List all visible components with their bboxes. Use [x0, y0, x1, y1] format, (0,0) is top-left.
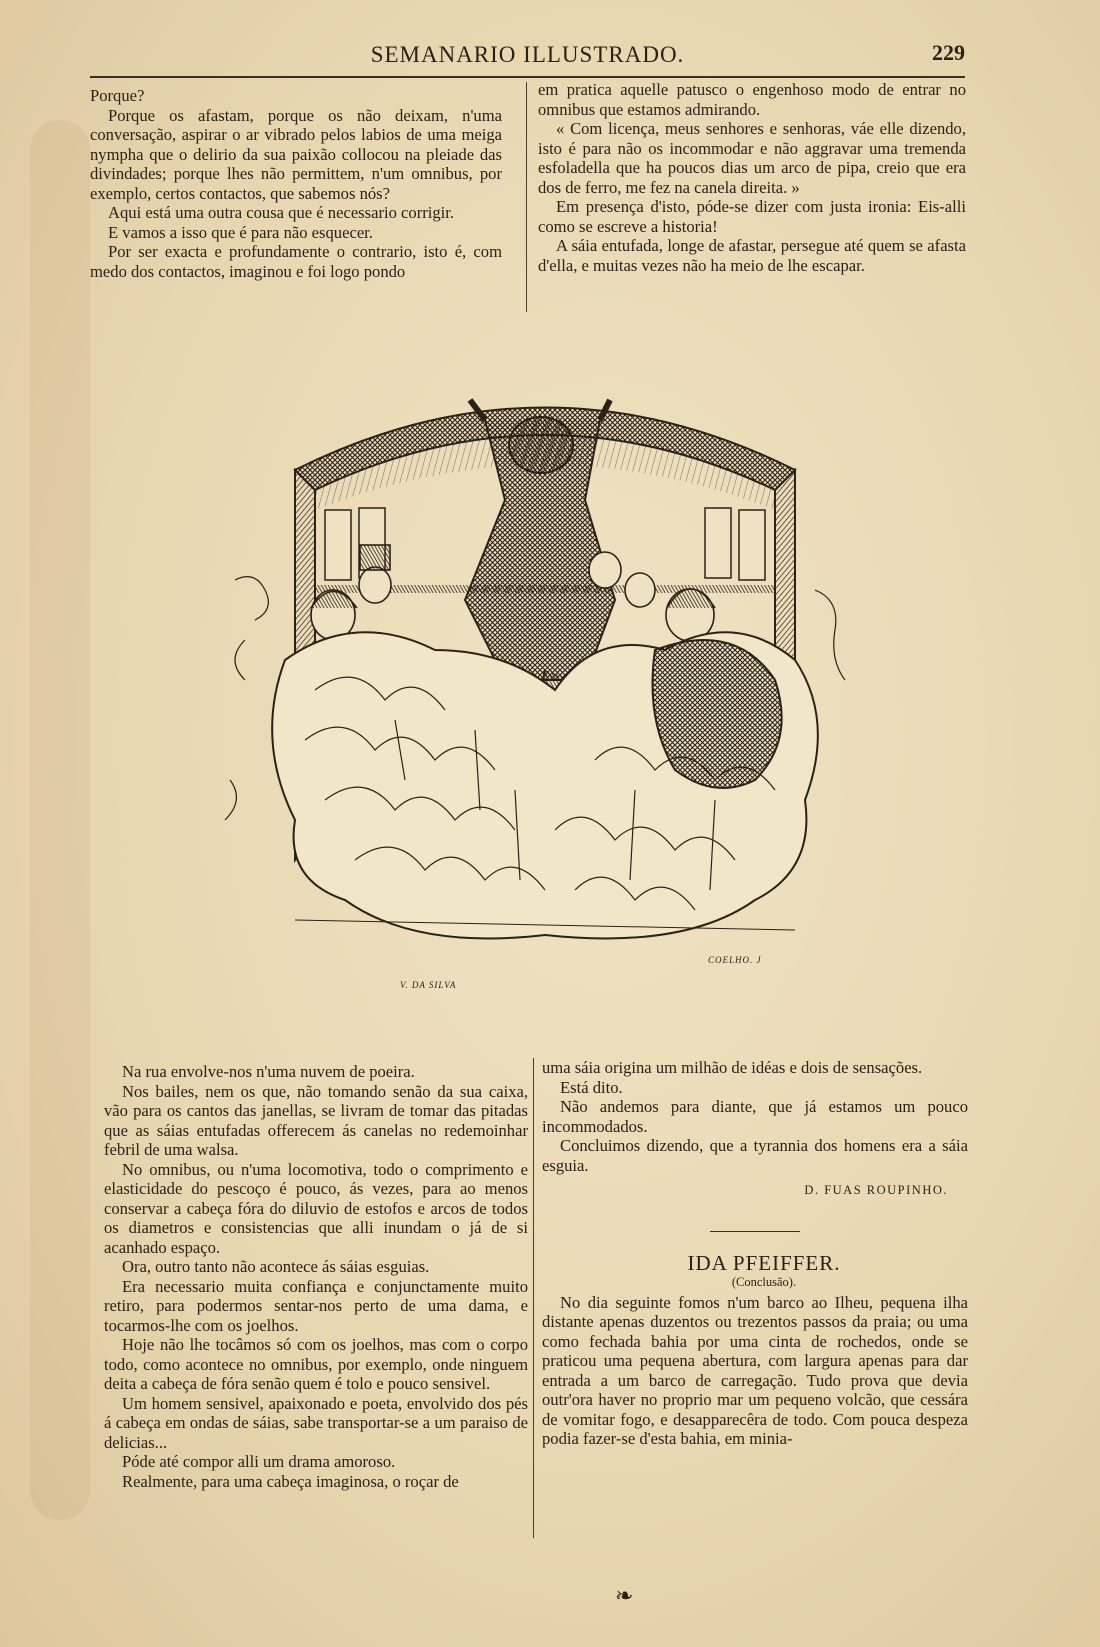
page-number: 229	[932, 40, 965, 65]
author-signature: D. FUAS ROUPINHO.	[804, 1183, 948, 1197]
paragraph: Porque os afastam, porque os não deixam, n'uma conversação, aspirar o ar vibrado pelos labios de uma meiga nympha que o delirio da sua paixão collocou na pleiade das divindades; porque lhes não permittem, n'um omnibus, por exemplo, certos contactos, que sabemos nós?	[90, 105, 502, 203]
paragraph: Ora, outro tanto não acontece ás sáias esguias.	[122, 1257, 430, 1276]
paragraph: A sáia entufada, longe de afastar, persegue até quem se afasta d'ella, e muitas vezes não ha meio de lhe escapar.	[538, 236, 966, 275]
paragraph: Por ser exacta e profundamente o contrario, isto é, com medo dos contactos, imaginou e foi logo pondo	[90, 242, 502, 281]
column-divider	[533, 1058, 534, 1538]
paragraph: Está dito.	[560, 1077, 623, 1097]
paragraph: Não andemos para diante, que já estamos um pouco incommodados.	[542, 1097, 968, 1136]
paragraph: E vamos a isso que é para não esquecer.	[108, 222, 373, 242]
section-divider	[710, 1231, 800, 1232]
paragraph: Um homem sensivel, apaixonado e poeta, envolvido dos pés á cabeça em ondas de sáias, sabe transportar-se a um paraiso de delicias...	[104, 1393, 528, 1452]
paragraph: No omnibus, ou n'uma locomotiva, todo o comprimento e elasticidade do pescoço é pouco, ás vezes, para ao menos conservar a cabeça fóra do diluvio de estofos e arcos de todos os diametros e consistencias que alli inundam o já de si acanhado espaço.	[104, 1159, 528, 1257]
paragraph: Porque?	[90, 86, 145, 105]
paragraph: « Com licença, meus senhores e senhoras, váe elle dizendo, isto é para não os incommodar e não aggravar uma tremenda esfoladella que ha poucos dias um arco de pipa, creio que era dos de ferro, me fez na canela direita. »	[538, 119, 966, 197]
top-left-column	[90, 86, 502, 281]
paper-edge-shading	[30, 120, 90, 1520]
paragraph: Hoje não lhe tocâmos só com os joelhos, mas com o corpo todo, como acontece no omnibus, por exemplo, onde ninguem deita a cabeça de fóra senão quem é tolo e pouco sensivel.	[104, 1335, 528, 1393]
paragraph: uma sáia origina um milhão de idéas e dois de sensações.	[542, 1058, 923, 1077]
paragraph: Na rua envolve-nos n'uma nuvem de poeira.	[122, 1062, 415, 1081]
paragraph: Póde até compor alli um drama amoroso.	[122, 1452, 396, 1471]
section-title: IDA PFEIFFER.	[687, 1250, 841, 1275]
masthead: SEMANARIO ILLUSTRADO.	[370, 42, 685, 67]
paragraph: Realmente, para uma cabeça imaginosa, o roçar de	[122, 1471, 459, 1491]
bottom-left-column	[104, 1062, 528, 1491]
top-right-column	[538, 80, 966, 275]
paragraph: Aqui está uma outra cousa que é necessario corrigir.	[108, 203, 455, 222]
paragraph: Era necessario muita confiança e conjunctamente muito retiro, para podermos sentar-nos perto de uma dama, e tocarmos-lhe com os joelhos.	[104, 1276, 528, 1335]
column-divider	[526, 82, 527, 312]
page-header	[90, 36, 965, 78]
engraver-signature-right: COELHO. J	[708, 955, 762, 965]
engraving-omnibus-illustration	[215, 360, 875, 980]
paragraph: Em presença d'isto, póde-se dizer com justa ironia: Eis-alli como se escreve a historia!	[538, 197, 966, 236]
paragraph: em pratica aquelle patusco o engenhoso modo de entrar no omnibus que estamos admirando.	[538, 80, 966, 119]
footer-ornament-icon: ❧	[615, 1584, 634, 1609]
bottom-right-column	[542, 1058, 968, 1449]
section-subtitle: (Conclusão).	[731, 1275, 797, 1289]
paragraph: Concluimos dizendo, que a tyrannia dos homens era a sáia esguia.	[542, 1136, 968, 1175]
paragraph: No dia seguinte fomos n'um barco ao Ilheu, pequena ilha distante apenas duzentos ou trezentos passos da praia; ou uma como fechada bahia por uma cinta de rochedos, onde se praticou uma pequena abertura, com largura apenas para dar entrada a um barco de carregação. Tudo prova que devia outr'ora haver no proprio mar um pequeno volcão, que cessára de vomitar fogo, e desapparecêra de todo. Com pouca despeza podia fazer-se d'esta bahia, em minia-	[542, 1292, 968, 1448]
engraver-signature-left: V. DA SILVA	[400, 980, 457, 990]
paragraph: Nos bailes, nem os que, não tomando senão da sua caixa, vão para os cantos das janellas, se livram de tomar das pitadas que as sáias entufadas offerecem ás canelas no redemoinhar febril de uma walsa.	[104, 1081, 528, 1159]
omnibus-engraving	[215, 360, 875, 980]
